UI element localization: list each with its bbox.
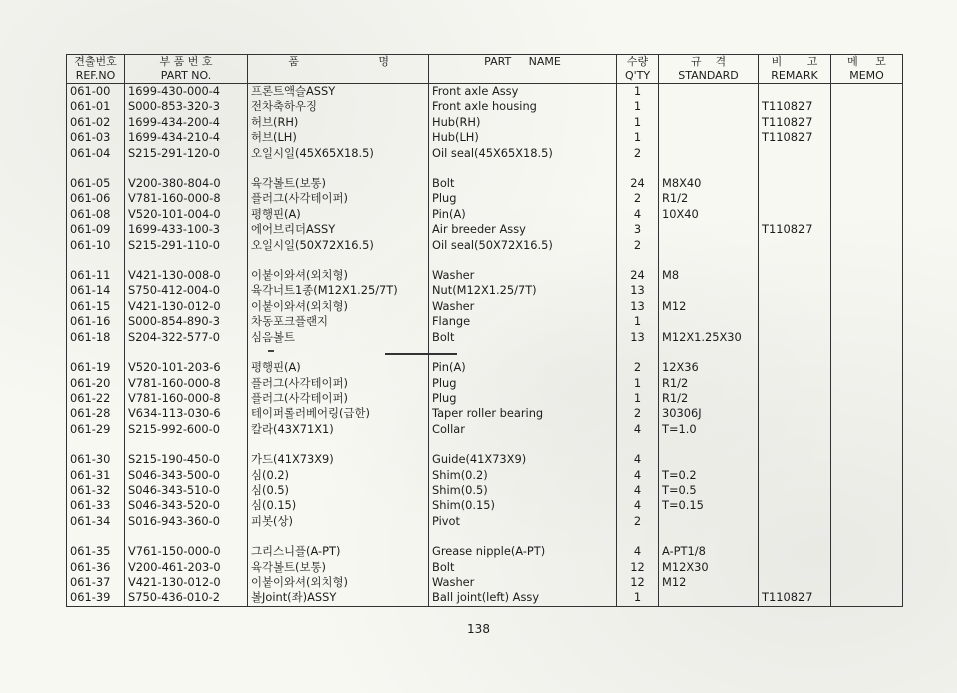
cell-ref: 061-34 — [67, 514, 125, 529]
cell-ref: 061-29 — [67, 422, 125, 437]
header-std-ko: 규 격 — [659, 55, 759, 70]
header-part-ko: 부 품 번 호 — [125, 55, 248, 70]
cell-remark — [759, 176, 831, 191]
cell-name-ko: 차동포크플랜지 — [248, 314, 429, 329]
cell-name-ko: 테이퍼롤러베어링(급한) — [248, 406, 429, 421]
cell-name-ko: 평행핀(A) — [248, 360, 429, 375]
cell-remark — [759, 207, 831, 222]
cell-memo — [831, 514, 903, 529]
header-qty-ko: 수량 — [617, 55, 659, 70]
cell-part-no: S215-291-120-0 — [125, 146, 248, 161]
cell-memo — [831, 575, 903, 590]
cell-remark — [759, 483, 831, 498]
table-row — [67, 283, 903, 298]
table-row — [67, 130, 903, 145]
cell-name-ko: 그리스니플(A-PT) — [248, 544, 429, 559]
cell-qty: 24 — [617, 176, 659, 191]
header-memo-en: MEMO — [831, 69, 903, 84]
cell-remark — [759, 191, 831, 206]
table-row — [67, 406, 903, 421]
cell-ref: 061-02 — [67, 115, 125, 130]
cell-name-ko: 육각볼트(보통) — [248, 176, 429, 191]
cell-name-ko: 오일시일(45X65X18.5) — [248, 146, 429, 161]
cell-memo — [831, 268, 903, 283]
cell-part-no: V200-380-804-0 — [125, 176, 248, 191]
cell-standard — [659, 452, 759, 467]
parts-table — [66, 54, 903, 607]
cell-remark: T110827 — [759, 590, 831, 606]
cell-standard — [659, 146, 759, 161]
cell-qty: 2 — [617, 514, 659, 529]
cell-part-no: S000-854-890-3 — [125, 314, 248, 329]
cell-part-name: Taper roller bearing — [429, 406, 617, 421]
cell-name-ko: 이붙이와셔(외치형) — [248, 299, 429, 314]
cell-part-name: Bolt — [429, 330, 617, 345]
cell-part-no: 1699-430-000-4 — [125, 84, 248, 100]
table-row — [67, 330, 903, 345]
header-qty-en: Q'TY — [617, 69, 659, 84]
cell-remark: T110827 — [759, 115, 831, 130]
table-row — [67, 314, 903, 329]
table-row — [67, 299, 903, 314]
cell-name-ko: 피봇(상) — [248, 514, 429, 529]
cell-part-no: 1699-434-200-4 — [125, 115, 248, 130]
cell-part-name: Nut(M12X1.25/7T) — [429, 283, 617, 298]
table-row — [67, 468, 903, 483]
cell-part-no: S046-343-510-0 — [125, 483, 248, 498]
cell-qty: 1 — [617, 314, 659, 329]
cell-part-no: 1699-433-100-3 — [125, 222, 248, 237]
cell-part-name: Collar — [429, 422, 617, 437]
cell-memo — [831, 84, 903, 100]
cell-standard — [659, 283, 759, 298]
cell-part-no: V761-150-000-0 — [125, 544, 248, 559]
cell-qty: 4 — [617, 498, 659, 513]
cell-part-name: Hub(LH) — [429, 130, 617, 145]
cell-part-name: Flange — [429, 314, 617, 329]
cell-memo — [831, 99, 903, 114]
table-row — [67, 590, 903, 606]
header-part-name-blank — [429, 69, 617, 84]
cell-qty: 1 — [617, 590, 659, 606]
cell-name-ko: 칼라(43X71X1) — [248, 422, 429, 437]
table-row — [67, 544, 903, 559]
cell-part-no: V634-113-030-6 — [125, 406, 248, 421]
cell-qty: 4 — [617, 207, 659, 222]
cell-part-no: S046-343-520-0 — [125, 498, 248, 513]
cell-standard — [659, 84, 759, 100]
cell-part-name: Oil seal(50X72X16.5) — [429, 238, 617, 253]
cell-memo — [831, 406, 903, 421]
cell-ref: 061-10 — [67, 238, 125, 253]
cell-name-ko: 심(0.5) — [248, 483, 429, 498]
cell-part-name: Bolt — [429, 560, 617, 575]
cell-part-no: S750-412-004-0 — [125, 283, 248, 298]
cell-part-no: S204-322-577-0 — [125, 330, 248, 345]
cell-ref: 061-30 — [67, 452, 125, 467]
cell-ref: 061-11 — [67, 268, 125, 283]
cell-part-name: Guide(41X73X9) — [429, 452, 617, 467]
table-row — [67, 84, 903, 100]
header-remark-ko: 비 고 — [759, 55, 831, 70]
cell-memo — [831, 468, 903, 483]
cell-standard: R1/2 — [659, 191, 759, 206]
cell-part-name: Hub(RH) — [429, 115, 617, 130]
cell-part-no: V781-160-000-8 — [125, 391, 248, 406]
spacer-row — [67, 529, 903, 544]
header-std-en: STANDARD — [659, 69, 759, 84]
cell-part-name: Shim(0.2) — [429, 468, 617, 483]
cell-remark — [759, 422, 831, 437]
cell-qty: 2 — [617, 360, 659, 375]
cell-remark: T110827 — [759, 99, 831, 114]
cell-qty: 2 — [617, 406, 659, 421]
cell-part-name: Washer — [429, 268, 617, 283]
cell-part-name: Plug — [429, 191, 617, 206]
cell-remark — [759, 314, 831, 329]
table-row — [67, 146, 903, 161]
cell-remark — [759, 575, 831, 590]
table-row — [67, 422, 903, 437]
cell-part-no: S046-343-500-0 — [125, 468, 248, 483]
cell-part-no: S215-291-110-0 — [125, 238, 248, 253]
cell-part-name: Front axle housing — [429, 99, 617, 114]
cell-part-no: V520-101-203-6 — [125, 360, 248, 375]
cell-standard — [659, 514, 759, 529]
cell-part-name: Washer — [429, 575, 617, 590]
cell-remark — [759, 299, 831, 314]
cell-qty: 1 — [617, 376, 659, 391]
cell-memo — [831, 376, 903, 391]
cell-remark — [759, 498, 831, 513]
cell-ref: 061-14 — [67, 283, 125, 298]
cell-ref: 061-16 — [67, 314, 125, 329]
cell-remark — [759, 360, 831, 375]
cell-standard: M12X30 — [659, 560, 759, 575]
cell-name-ko: 허브(LH) — [248, 130, 429, 145]
cell-memo — [831, 544, 903, 559]
cell-part-name: Plug — [429, 391, 617, 406]
cell-standard: 10X40 — [659, 207, 759, 222]
header-name-ko-2: 명 — [340, 55, 429, 70]
spacer-row — [67, 253, 903, 268]
cell-remark — [759, 468, 831, 483]
cell-standard — [659, 222, 759, 237]
cell-standard — [659, 115, 759, 130]
cell-memo — [831, 207, 903, 222]
cell-part-name: Grease nipple(A-PT) — [429, 544, 617, 559]
table-row — [67, 222, 903, 237]
cell-qty: 13 — [617, 330, 659, 345]
cell-remark — [759, 330, 831, 345]
cell-standard: T=0.2 — [659, 468, 759, 483]
cell-standard: M12 — [659, 299, 759, 314]
cell-ref: 061-18 — [67, 330, 125, 345]
cell-qty: 4 — [617, 468, 659, 483]
table-row — [67, 560, 903, 575]
cell-standard: R1/2 — [659, 391, 759, 406]
header-ref-ko: 견출번호 — [67, 55, 125, 70]
cell-ref: 061-33 — [67, 498, 125, 513]
table-row — [67, 238, 903, 253]
cell-remark — [759, 514, 831, 529]
pen-mark — [268, 350, 274, 352]
cell-remark: T110827 — [759, 130, 831, 145]
table-row — [67, 391, 903, 406]
cell-remark — [759, 268, 831, 283]
cell-ref: 061-06 — [67, 191, 125, 206]
cell-ref: 061-01 — [67, 99, 125, 114]
parts-table-body — [67, 84, 903, 607]
cell-standard: 12X36 — [659, 360, 759, 375]
cell-ref: 061-22 — [67, 391, 125, 406]
spacer-row — [67, 437, 903, 452]
cell-qty: 4 — [617, 452, 659, 467]
cell-qty: 13 — [617, 283, 659, 298]
cell-remark — [759, 544, 831, 559]
cell-ref: 061-20 — [67, 376, 125, 391]
table-row — [67, 376, 903, 391]
cell-ref: 061-35 — [67, 544, 125, 559]
cell-standard: M8 — [659, 268, 759, 283]
cell-part-name: Front axle Assy — [429, 84, 617, 100]
cell-standard: R1/2 — [659, 376, 759, 391]
cell-part-name: Bolt — [429, 176, 617, 191]
cell-ref: 061-00 — [67, 84, 125, 100]
cell-memo — [831, 483, 903, 498]
cell-name-ko: 심(0.15) — [248, 498, 429, 513]
cell-part-no: 1699-434-210-4 — [125, 130, 248, 145]
cell-ref: 061-37 — [67, 575, 125, 590]
cell-qty: 12 — [617, 560, 659, 575]
table-row — [67, 191, 903, 206]
table-row — [67, 452, 903, 467]
cell-ref: 061-28 — [67, 406, 125, 421]
cell-ref: 061-39 — [67, 590, 125, 606]
cell-qty: 1 — [617, 99, 659, 114]
cell-remark — [759, 376, 831, 391]
cell-standard: M8X40 — [659, 176, 759, 191]
cell-qty: 1 — [617, 115, 659, 130]
cell-ref: 061-31 — [67, 468, 125, 483]
cell-qty: 12 — [617, 575, 659, 590]
cell-part-no: S000-853-320-3 — [125, 99, 248, 114]
cell-ref: 061-05 — [67, 176, 125, 191]
table-row — [67, 483, 903, 498]
cell-standard: T=1.0 — [659, 422, 759, 437]
cell-part-name: Shim(0.15) — [429, 498, 617, 513]
cell-part-no: S016-943-360-0 — [125, 514, 248, 529]
cell-qty: 4 — [617, 483, 659, 498]
table-row — [67, 207, 903, 222]
cell-remark — [759, 283, 831, 298]
cell-name-ko: 육각볼트(보통) — [248, 560, 429, 575]
cell-remark — [759, 560, 831, 575]
table-row — [67, 268, 903, 283]
cell-standard — [659, 99, 759, 114]
table-row — [67, 498, 903, 513]
cell-qty: 2 — [617, 238, 659, 253]
cell-part-no: V421-130-008-0 — [125, 268, 248, 283]
cell-qty: 4 — [617, 422, 659, 437]
cell-standard — [659, 130, 759, 145]
cell-name-ko: 육각너트1종(M12X1.25/7T) — [248, 283, 429, 298]
cell-memo — [831, 238, 903, 253]
spacer-row — [67, 345, 903, 360]
cell-memo — [831, 360, 903, 375]
cell-standard: A-PT1/8 — [659, 544, 759, 559]
cell-part-name: Pin(A) — [429, 207, 617, 222]
header-name-ko-1: 품 — [248, 55, 340, 70]
cell-standard — [659, 314, 759, 329]
table-row — [67, 360, 903, 375]
cell-part-name: Pin(A) — [429, 360, 617, 375]
cell-memo — [831, 391, 903, 406]
cell-name-ko: 플러그(사각테이퍼) — [248, 191, 429, 206]
page-number: 138 — [467, 622, 490, 636]
cell-qty: 2 — [617, 191, 659, 206]
cell-part-no: S215-992-600-0 — [125, 422, 248, 437]
cell-name-ko: 가드(41X73X9) — [248, 452, 429, 467]
cell-part-no: S750-436-010-2 — [125, 590, 248, 606]
cell-memo — [831, 176, 903, 191]
cell-part-name: Plug — [429, 376, 617, 391]
cell-standard: M12X1.25X30 — [659, 330, 759, 345]
cell-qty: 4 — [617, 544, 659, 559]
cell-ref: 061-04 — [67, 146, 125, 161]
cell-remark — [759, 146, 831, 161]
cell-memo — [831, 283, 903, 298]
table-row — [67, 514, 903, 529]
cell-name-ko: 이붙이와셔(외치형) — [248, 268, 429, 283]
cell-qty: 2 — [617, 146, 659, 161]
cell-memo — [831, 222, 903, 237]
header-memo-ko: 메 모 — [831, 55, 903, 70]
cell-ref: 061-09 — [67, 222, 125, 237]
cell-part-name: Washer — [429, 299, 617, 314]
cell-ref: 061-19 — [67, 360, 125, 375]
cell-memo — [831, 452, 903, 467]
cell-part-no: V200-461-203-0 — [125, 560, 248, 575]
cell-remark — [759, 406, 831, 421]
cell-name-ko: 볼Joint(좌)ASSY — [248, 590, 429, 606]
cell-standard: T=0.5 — [659, 483, 759, 498]
table-row — [67, 115, 903, 130]
cell-standard — [659, 238, 759, 253]
table-row — [67, 575, 903, 590]
cell-qty: 1 — [617, 130, 659, 145]
cell-remark: T110827 — [759, 222, 831, 237]
spacer-row — [67, 161, 903, 176]
cell-part-name: Ball joint(left) Assy — [429, 590, 617, 606]
cell-name-ko: 평행핀(A) — [248, 207, 429, 222]
cell-memo — [831, 299, 903, 314]
cell-standard: 30306J — [659, 406, 759, 421]
table-row — [67, 176, 903, 191]
cell-name-ko: 에어브리더ASSY — [248, 222, 429, 237]
cell-part-no: V781-160-000-8 — [125, 376, 248, 391]
cell-part-name: Air breeder Assy — [429, 222, 617, 237]
table-row — [67, 99, 903, 114]
cell-qty: 1 — [617, 84, 659, 100]
cell-ref: 061-32 — [67, 483, 125, 498]
cell-standard — [659, 590, 759, 606]
cell-part-name: Shim(0.5) — [429, 483, 617, 498]
cell-part-no: V520-101-004-0 — [125, 207, 248, 222]
cell-part-name: Oil seal(45X65X18.5) — [429, 146, 617, 161]
cell-memo — [831, 115, 903, 130]
cell-name-ko: 심음볼트 — [248, 330, 429, 345]
cell-part-name: Pivot — [429, 514, 617, 529]
cell-qty: 3 — [617, 222, 659, 237]
cell-ref: 061-03 — [67, 130, 125, 145]
header-ref-en: REF.NO — [67, 69, 125, 84]
cell-part-no: S215-190-450-0 — [125, 452, 248, 467]
cell-name-ko: 허브(RH) — [248, 115, 429, 130]
header-remark-en: REMARK — [759, 69, 831, 84]
cell-remark — [759, 391, 831, 406]
pen-mark — [385, 353, 457, 355]
cell-standard: M12 — [659, 575, 759, 590]
header-part-name-en: PART NAME — [429, 55, 617, 70]
cell-name-ko: 프론트액슬ASSY — [248, 84, 429, 100]
cell-part-no: V781-160-000-8 — [125, 191, 248, 206]
cell-memo — [831, 560, 903, 575]
cell-memo — [831, 590, 903, 606]
cell-qty: 24 — [617, 268, 659, 283]
cell-name-ko: 전차축하우징 — [248, 99, 429, 114]
cell-remark — [759, 452, 831, 467]
cell-part-no: V421-130-012-0 — [125, 299, 248, 314]
cell-memo — [831, 330, 903, 345]
cell-part-no: V421-130-012-0 — [125, 575, 248, 590]
cell-name-ko: 오일시일(50X72X16.5) — [248, 238, 429, 253]
cell-name-ko: 심(0.2) — [248, 468, 429, 483]
cell-remark — [759, 238, 831, 253]
cell-memo — [831, 191, 903, 206]
cell-standard: T=0.15 — [659, 498, 759, 513]
cell-remark — [759, 84, 831, 100]
cell-ref: 061-36 — [67, 560, 125, 575]
cell-ref: 061-15 — [67, 299, 125, 314]
cell-memo — [831, 314, 903, 329]
cell-memo — [831, 130, 903, 145]
cell-memo — [831, 146, 903, 161]
cell-ref: 061-08 — [67, 207, 125, 222]
header-part-en: PART NO. — [125, 69, 248, 84]
cell-name-ko: 플러그(사각테이퍼) — [248, 376, 429, 391]
cell-qty: 13 — [617, 299, 659, 314]
header-name-ko-blank — [248, 69, 429, 84]
cell-memo — [831, 422, 903, 437]
cell-name-ko: 이붙이와셔(외치형) — [248, 575, 429, 590]
cell-name-ko: 플러그(사각테이퍼) — [248, 391, 429, 406]
cell-memo — [831, 498, 903, 513]
cell-qty: 1 — [617, 391, 659, 406]
